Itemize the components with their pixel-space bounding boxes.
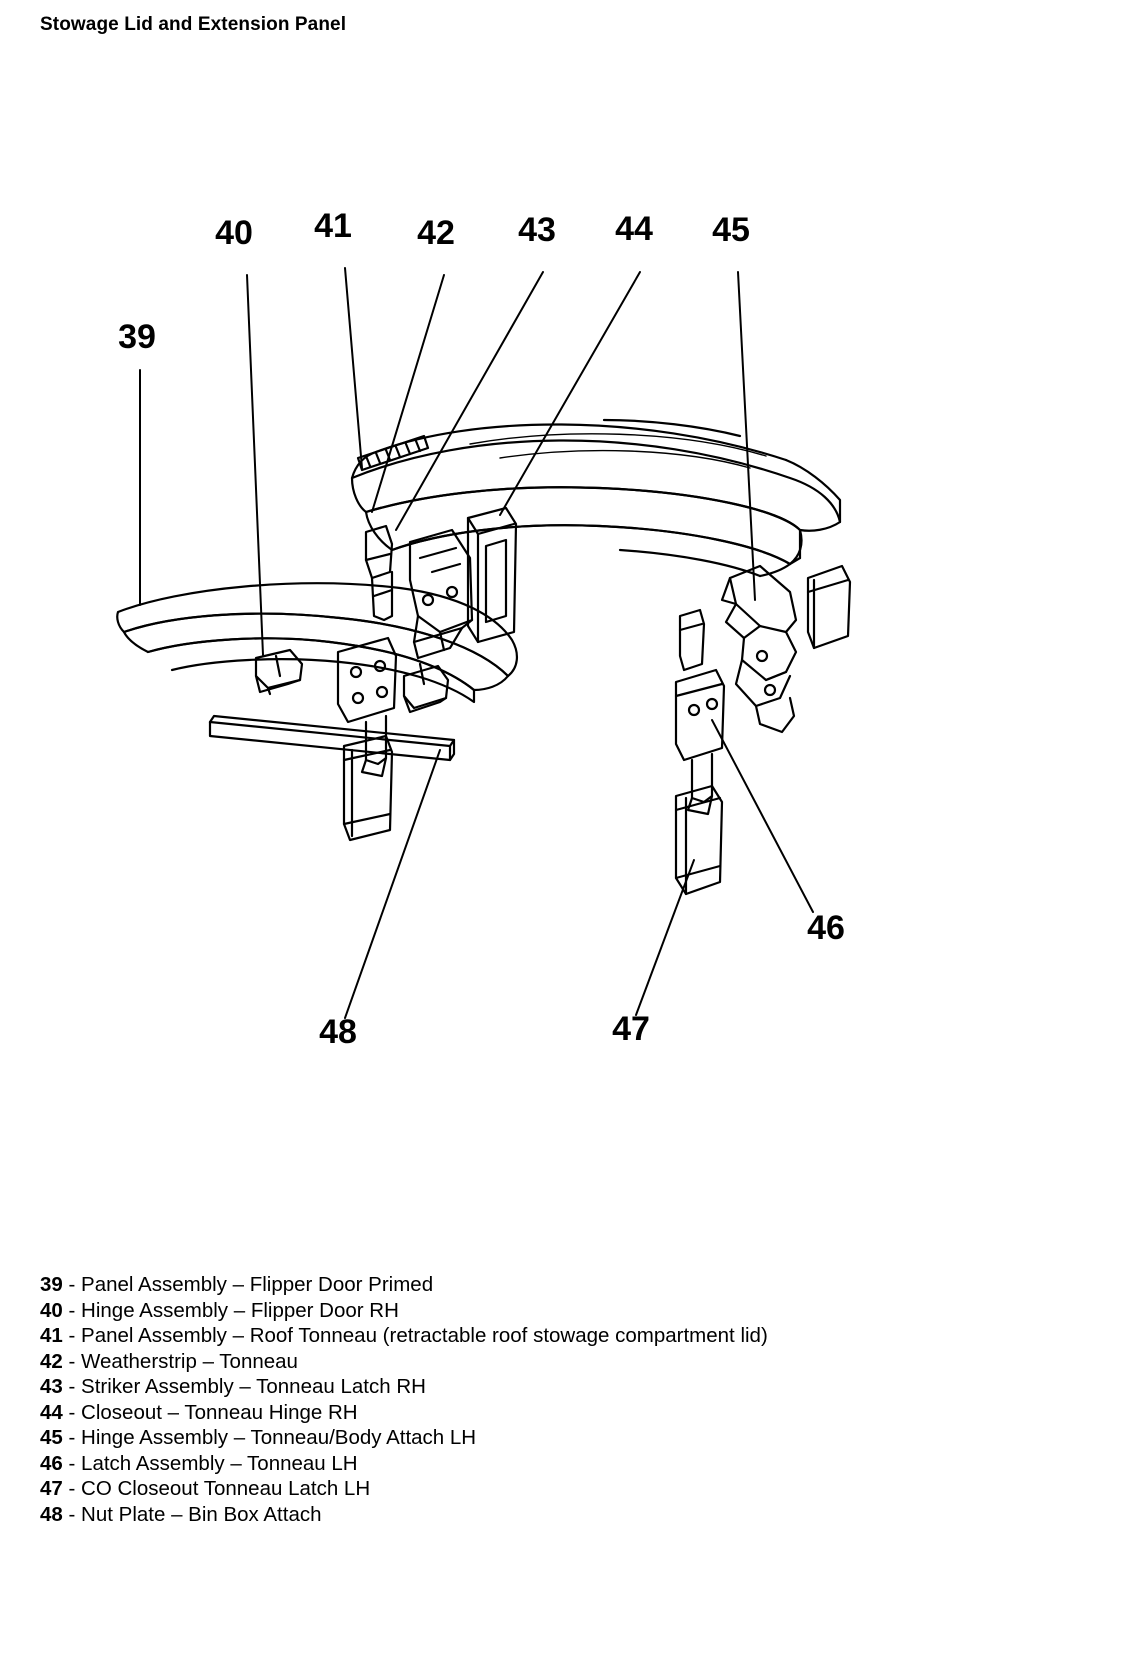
legend-list <box>40 1272 1100 1527</box>
legend-item-dash: - <box>68 1426 76 1449</box>
legend-item-number: 47 <box>40 1477 63 1500</box>
legend-item-number: 48 <box>40 1502 63 1526</box>
legend-item-dash: - <box>68 1400 76 1424</box>
legend-item-dash: - <box>68 1273 76 1296</box>
callout-41: 41 <box>314 207 352 245</box>
legend-item-number: 43 <box>40 1375 63 1398</box>
parts-diagram <box>0 60 1136 1240</box>
legend-item-description: Nut Plate – Bin Box Attach <box>81 1502 322 1526</box>
callout-42: 42 <box>417 214 455 252</box>
legend-item-description: Latch Assembly – Tonneau LH <box>81 1451 358 1475</box>
legend-item-number: 39 <box>40 1273 63 1296</box>
legend-item <box>40 1502 1100 1528</box>
legend-item-number: 44 <box>40 1400 63 1424</box>
callout-48: 48 <box>319 1013 357 1051</box>
legend-item-number: 46 <box>40 1451 63 1475</box>
legend-item-number: 40 <box>40 1298 63 1322</box>
panel-seam-lines <box>470 434 766 468</box>
part-co-closeout-tonneau-latch-lh <box>676 786 722 894</box>
legend-item-number: 42 <box>40 1349 63 1373</box>
legend-item <box>40 1323 1100 1349</box>
legend-item-dash: - <box>68 1375 76 1398</box>
page-title: Stowage Lid and Extension Panel <box>40 14 347 35</box>
legend-item-description: CO Closeout Tonneau Latch LH <box>81 1477 371 1500</box>
legend-item-description: Closeout – Tonneau Hinge RH <box>81 1400 358 1424</box>
callout-45: 45 <box>712 211 750 249</box>
part-striker-assembly-rh <box>366 526 392 620</box>
callout-43: 43 <box>518 211 556 249</box>
callout-numbers <box>118 207 845 1051</box>
legend-item <box>40 1476 1100 1502</box>
part-tab-bracket <box>680 610 704 670</box>
legend-item <box>40 1272 1100 1298</box>
legend-item-description: Striker Assembly – Tonneau Latch RH <box>81 1375 426 1398</box>
legend-item-description: Panel Assembly – Flipper Door Primed <box>81 1273 434 1296</box>
part-nut-plate-bin-box-attach <box>210 716 454 760</box>
legend-item-dash: - <box>68 1451 76 1475</box>
legend-item-description: Hinge Assembly – Tonneau/Body Attach LH <box>81 1426 477 1449</box>
legend-item-description: Hinge Assembly – Flipper Door RH <box>81 1298 399 1322</box>
legend-item-dash: - <box>68 1298 76 1322</box>
legend-item-dash: - <box>68 1502 76 1526</box>
callout-39: 39 <box>118 318 156 356</box>
leader-lines <box>140 268 813 1018</box>
part-hinge-assembly-tonneau-body-attach-lh <box>722 566 796 732</box>
legend-item-number: 45 <box>40 1426 63 1449</box>
legend-item-number: 41 <box>40 1324 63 1347</box>
part-small-bracket <box>404 664 448 712</box>
legend-item <box>40 1425 1100 1451</box>
part-closeout-right-small <box>808 566 850 648</box>
part-flipper-door-panel <box>117 583 517 702</box>
legend-item <box>40 1451 1100 1477</box>
legend-item <box>40 1400 1100 1426</box>
callout-40: 40 <box>215 214 253 252</box>
legend-item-dash: - <box>68 1324 76 1347</box>
part-hinge-assembly-flipper-door-rh <box>256 650 302 694</box>
legend-item-description: Panel Assembly – Roof Tonneau (retractable roof stowage compartment lid) <box>81 1324 768 1347</box>
legend-item-description: Weatherstrip – Tonneau <box>81 1349 298 1373</box>
callout-46: 46 <box>807 909 845 947</box>
legend-item-dash: - <box>68 1349 76 1373</box>
legend-item <box>40 1298 1100 1324</box>
legend-item-dash: - <box>68 1477 76 1500</box>
callout-47: 47 <box>612 1010 650 1048</box>
legend-item <box>40 1349 1100 1375</box>
part-roof-tonneau-panel <box>352 420 840 576</box>
legend-item <box>40 1374 1100 1400</box>
callout-44: 44 <box>615 210 653 248</box>
